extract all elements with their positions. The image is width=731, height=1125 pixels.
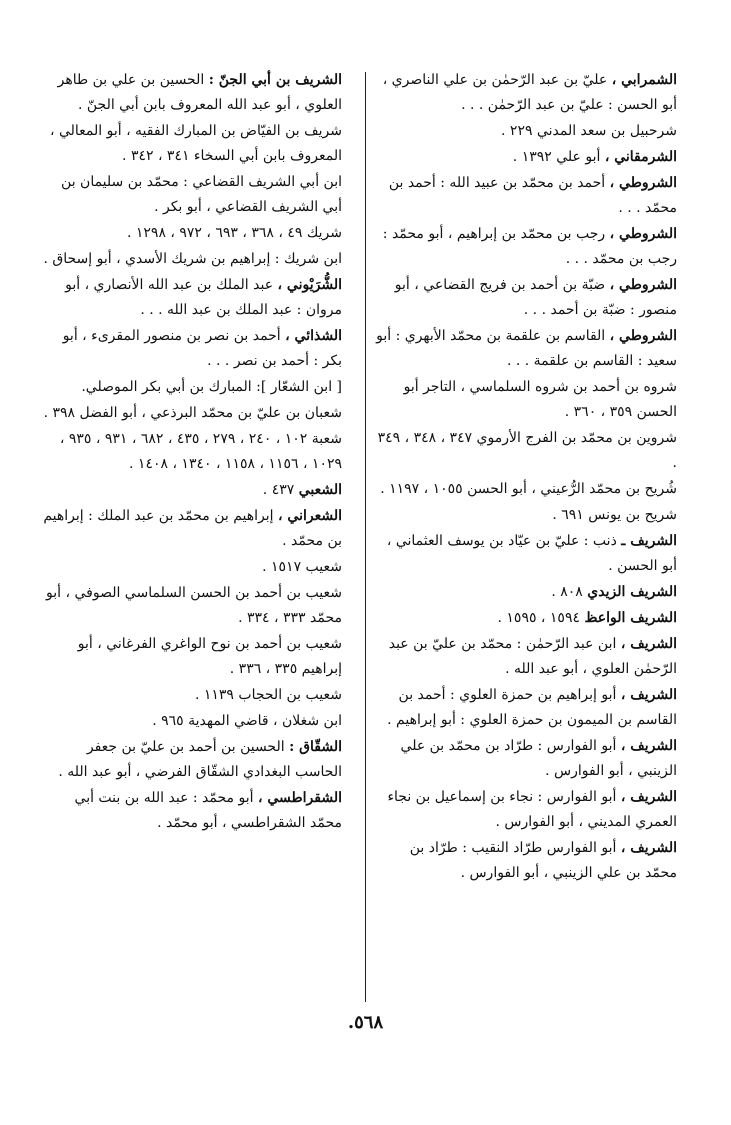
entry-text: ٤٣٧ . [262, 482, 295, 498]
entry-heading: الشريف ، [620, 738, 677, 754]
entry-text: شعبان بن عليّ بن محمّد البرذعي ، أبو الفضل ٣٩٨ . [43, 405, 342, 421]
entry-heading: الشُّرَيْوني ، [277, 277, 342, 293]
entry-heading: الشريف ، [620, 789, 677, 805]
left-entries [40, 68, 342, 836]
index-entry [40, 401, 342, 426]
entry-heading: الشقّاق : [289, 739, 342, 755]
entry-heading: الشقراطسي ، [257, 790, 342, 806]
index-entry [40, 427, 342, 477]
entry-heading: الشمرابي ، [611, 72, 677, 88]
entry-text: إبراهيم بن محمّد بن عبد الملك : إبراهيم بن محمّد . [43, 508, 342, 549]
index-entry [375, 632, 677, 682]
index-entry [375, 426, 677, 476]
index-entry [375, 785, 677, 835]
right-entries [375, 68, 677, 886]
entry-text: الحسين بن أحمد بن عليّ بن جعفر الحاسب البغدادي الشقّاق الفرضي ، أبو عبد الله . [58, 739, 342, 780]
index-entry [375, 734, 677, 784]
index-entry [40, 504, 342, 554]
index-entry [40, 324, 342, 374]
index-entry [375, 836, 677, 886]
entry-heading: الشريف ، [620, 687, 677, 703]
entry-text: ضبّة بن أحمد بن فريج القضاعي ، أبو منصور : ضبّة بن أحمد . . . [394, 277, 677, 318]
index-entry [375, 273, 677, 323]
entry-heading: الشروطي ، [609, 277, 677, 293]
entry-text: أحمد بن محمّد بن عبيد الله : أحمد بن محمّد . . . [388, 175, 677, 216]
entry-text: شعيب بن أحمد بن الحسن السلماسي الصوفي ، أبو محمّد ٣٣٣ ، ٣٣٤ . [46, 585, 342, 626]
entry-heading: الشريف الزيدي [587, 584, 677, 600]
entry-text: شروه بن أحمد بن شروه السلماسي ، التاجر أبو الحسن ٣٥٩ ، ٣٦٠ . [403, 379, 677, 420]
entry-text: أبو الفوارس : نجاء بن إسماعيل بن نجاء العمري المديني ، أبو الفوارس . [387, 789, 677, 830]
entry-text: عليّ بن عبد الرّحمٰن بن علي الناصري ، أبو الحسن : عليّ بن عبد الرّحمٰن . . . [382, 72, 677, 113]
index-entry [40, 581, 342, 631]
entry-heading: الشعراني ، [278, 508, 342, 524]
entry-text: الحسين بن علي بن طاهر العلوي ، أبو عبد الله المعروف بابن أبي الجنّ . [57, 72, 342, 113]
index-entry [40, 555, 342, 580]
entry-text: شرحبيل بن سعد المدني ٢٢٩ . [501, 123, 677, 139]
entry-text: عبد الملك بن عبد الله الأنصاري ، أبو مروان : عبد الملك بن عبد الله . . . [65, 277, 342, 318]
index-entry [375, 324, 677, 374]
entry-heading: الشروطي ، [609, 328, 677, 344]
entry-text: شُريح بن محمّد الرُّعيني ، أبو الحسن ١٠٥٥ ، ١١٩٧ . [380, 481, 677, 497]
index-entry [375, 606, 677, 631]
entry-text: ابن عبد الرّحمٰن : محمّد بن عليّ بن عبد الرّحمٰن العلوي ، أبو عبد الله . [388, 636, 677, 677]
entry-text: ابن أبي الشريف القضاعي : محمّد بن سليمان بن أبي الشريف القضاعي ، أبو بكر . [61, 174, 342, 215]
entry-heading: الشرمقاني ، [604, 149, 677, 165]
column-divider [365, 72, 366, 1002]
right-column [375, 68, 677, 887]
entry-heading: الشريف بن أبي الجنّ : [208, 72, 342, 88]
entry-text: شريح بن يونس ٦٩١ . [552, 507, 677, 523]
entry-heading: الشريف ـ [621, 533, 677, 549]
entry-text: ٨٠٨ . [551, 584, 583, 600]
index-entry [40, 221, 342, 246]
index-entry [40, 786, 342, 836]
index-entry [40, 735, 342, 785]
index-entry [40, 247, 342, 272]
entry-text: شعيب ١٥١٧ . [262, 559, 342, 575]
index-entry [375, 222, 677, 272]
index-entry [375, 503, 677, 528]
index-entry [40, 632, 342, 682]
entry-text: شريف بن الفيّاض بن المبارك الفقيه ، أبو المعالي ، المعروف بابن أبي السخاء ٣٤١ ، ٣٤٢ . [49, 123, 342, 164]
entry-text: ١٥٩٤ ، ١٥٩٥ . [497, 610, 580, 626]
entry-text: أبو علي ١٣٩٢ . [512, 149, 601, 165]
entry-text: القاسم بن علقمة بن محمّد الأبهري : أبو سعيد : القاسم بن علقمة . . . [376, 328, 677, 369]
index-entry [40, 170, 342, 220]
left-column [40, 68, 342, 837]
index-entry [375, 477, 677, 502]
entry-heading: الشروطي ، [609, 226, 677, 242]
entry-text: ابن شغلان ، قاضي المهدية ٩٦٥ . [152, 713, 342, 729]
entry-text: أبو الفوارس : طرّاد بن محمّد بن علي الزينبي ، أبو الفوارس . [400, 738, 677, 779]
entry-text: شعبة ١٠٢ ، ٢٤٠ ، ٢٧٩ ، ٤٣٥ ، ٦٨٢ ، ٩٣١ ، ٩٣٥ ، ١٠٢٩ ، ١١٥٦ ، ١١٥٨ ، ١٣٤٠ ، ١٤٠٨ . [59, 431, 342, 472]
index-entry [40, 683, 342, 708]
index-entry [375, 683, 677, 733]
index-entry [40, 478, 342, 503]
entry-heading: الشريف ، [620, 840, 677, 856]
entry-text: ابن شريك : إبراهيم بن شريك الأسدي ، أبو إسحاق . [43, 251, 342, 267]
index-entry [375, 171, 677, 221]
entry-text: أبو إبراهيم بن حمزة العلوي : أحمد بن القاسم بن الميمون بن حمزة العلوي : أبو إبراهيم . [387, 687, 677, 728]
index-entry [375, 375, 677, 425]
index-entry [40, 273, 342, 323]
entry-text: شعيب بن الحجاب ١١٣٩ . [194, 687, 342, 703]
index-entry [375, 68, 677, 118]
entry-text: أحمد بن نصر بن منصور المقرىء ، أبو بكر : أحمد بن نصر . . . [62, 328, 342, 369]
index-entry [40, 119, 342, 169]
entry-heading: الشريف ، [620, 636, 677, 652]
entry-text: شريك ٤٩ ، ٣٦٨ ، ٦٩٣ ، ٩٧٢ ، ١٢٩٨ . [126, 225, 342, 241]
index-entry [40, 68, 342, 118]
entry-text: أبو الفوارس طرّاد النقيب : طرّاد بن محمّد بن علي الزينبي ، أبو الفوارس . [409, 840, 677, 881]
index-entry [375, 119, 677, 144]
index-entry [375, 529, 677, 579]
entry-text: أبو محمّد : عبد الله بن بنت أبي محمّد الشقراطسي ، أبو محمّد . [74, 790, 342, 831]
index-entry [40, 375, 342, 400]
entry-text: شروين بن محمّد بن الفرج الأرموي ٣٤٧ ، ٣٤٨ ، ٣٤٩ . [377, 430, 677, 471]
entry-text: [ ابن الشعّار ]: المبارك بن أبي بكر الموصلي. [81, 379, 342, 395]
entry-heading: الشعبي [298, 482, 342, 498]
entry-heading: الشروطي ، [609, 175, 677, 191]
index-entry [375, 145, 677, 170]
entry-heading: الشريف الواعظ [584, 610, 677, 626]
page-number: ٥٦٨. [347, 1012, 384, 1033]
index-entry [375, 580, 677, 605]
entry-heading: الشذائي ، [285, 328, 342, 344]
entry-text: رجب بن محمّد بن إبراهيم ، أبو محمّد : رجب بن محمّد . . . [382, 226, 677, 267]
index-entry [40, 709, 342, 734]
entry-text: ذنب : عليّ بن عيّاد بن يوسف العثماني ، أبو الحسن . [386, 533, 677, 574]
entry-text: شعيب بن أحمد بن نوح الواغري الفرغاني ، أبو إبراهيم ٣٣٥ ، ٣٣٦ . [77, 636, 342, 677]
